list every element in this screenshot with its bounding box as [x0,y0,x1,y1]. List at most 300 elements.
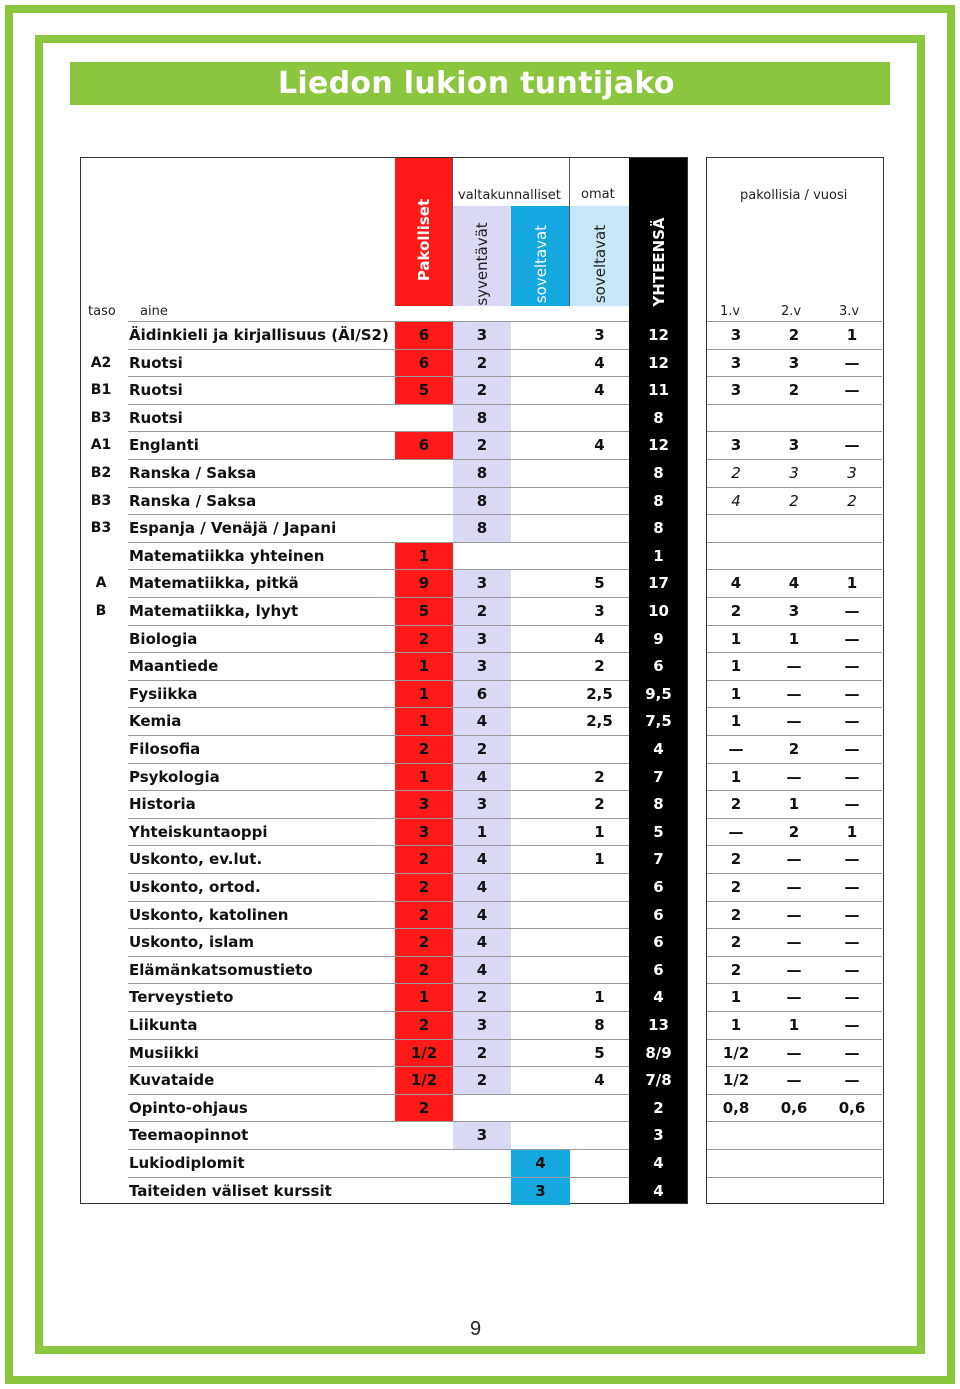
table-row [80,488,884,516]
cell-yhteensa: 6 [653,657,664,676]
cell-soveltavat-omat: 4 [594,353,605,372]
cell-v2: 3 [788,353,800,372]
cell-v3: — [844,850,860,869]
cell-aine: Taiteiden väliset kurssit [129,1181,332,1200]
cell-v3: — [844,602,860,620]
cell-yhteensa: 8/9 [645,1043,672,1062]
cell-taso: A1 [90,437,112,454]
table-row [80,1150,884,1178]
cell-syventavat [453,1095,511,1121]
cell-aine: Yhteiskuntaoppi [129,822,268,841]
cell-yhteensa: 8 [653,519,664,538]
cell-syventavat: 6 [476,684,488,703]
cell-soveltavat-valtakunnalliset [511,681,570,707]
cell-yhteensa: 7 [653,850,664,869]
cell-v3: — [844,988,860,1007]
cell-soveltavat-valtakunnalliset [511,488,570,514]
cell-soveltavat-omat [570,405,629,431]
cell-aine: Uskonto, katolinen [129,905,289,924]
cell-soveltavat-omat [570,1178,629,1204]
cell-aine: Espanja / Venäjä / Japani [129,519,337,538]
cell-pakolliset: 6 [418,326,430,344]
cell-syventavat: 2 [476,436,488,455]
cell-soveltavat-omat [570,929,629,955]
cell-v3: 0,6 [838,1098,866,1117]
cell-v2: 1 [788,795,800,814]
cell-yhteensa: 12 [648,326,669,344]
cell-v1 [707,1122,765,1148]
cell-aine: Psykologia [129,767,220,786]
table-row [80,653,884,681]
cell-aine: Ruotsi [129,408,183,427]
cell-soveltavat-omat [570,874,629,900]
cell-pakolliset: 2 [418,740,430,758]
cell-soveltavat-valtakunnalliset [511,929,570,955]
cell-yhteensa: 9 [653,629,664,648]
cell-syventavat: 2 [476,381,488,400]
cell-syventavat: 8 [476,464,488,482]
cell-v3: — [844,1043,860,1062]
cell-v3 [823,1178,881,1204]
cell-v2: — [786,933,802,952]
cell-v3: 1 [846,822,858,841]
cell-aine: Terveystieto [129,988,234,1007]
cell-pakolliset: 1 [418,657,430,676]
cell-v1 [707,405,765,431]
cell-v3: — [844,933,860,952]
cell-aine: Filosofia [129,740,201,758]
cell-yhteensa: 17 [648,574,669,593]
cell-pakolliset: 2 [418,1016,430,1034]
cell-yhteensa: 7/8 [645,1071,672,1090]
cell-v3: — [844,960,860,979]
cell-taso [80,1178,122,1204]
cell-soveltavat-valtakunnalliset [511,902,570,928]
cell-soveltavat-omat: 1 [594,988,605,1007]
cell-syventavat: 4 [476,905,488,924]
table-row [80,405,884,433]
table-row [80,570,884,598]
cell-v2 [765,1150,823,1176]
cell-aine: Uskonto, ev.lut. [129,850,263,869]
cell-taso: B3 [90,492,112,509]
cell-yhteensa: 6 [653,905,664,924]
cell-yhteensa: 6 [653,960,664,979]
cell-soveltavat-valtakunnalliset [511,322,570,348]
table-row [80,1067,884,1095]
cell-pakolliset [395,460,453,486]
table-row [80,322,884,350]
cell-v1: 1 [730,712,742,731]
cell-pakolliset [395,405,453,431]
cell-v2: 3 [788,436,800,455]
cell-taso: B [95,603,107,619]
cell-v2: — [786,1071,802,1090]
header-aine: aine [140,304,168,319]
cell-pakolliset: 1 [418,767,430,786]
cell-syventavat: 2 [476,353,488,372]
cell-syventavat: 3 [476,1016,488,1034]
cell-aine: Opinto-ohjaus [129,1098,248,1117]
cell-syventavat: 4 [476,767,488,786]
cell-v2: — [786,767,802,786]
cell-soveltavat-omat: 3 [594,602,605,620]
cell-v3 [823,543,881,569]
cell-v1: 1 [730,629,742,648]
cell-taso [80,681,122,707]
cell-syventavat: 4 [476,960,488,979]
cell-aine: Ranska / Saksa [129,491,257,510]
cell-syventavat: 3 [476,326,488,344]
cell-v3 [823,1150,881,1176]
cell-pakolliset: 1 [418,546,430,565]
cell-v2: — [786,878,802,896]
cell-soveltavat-omat: 2 [594,767,605,786]
cell-pakolliset: 6 [418,353,430,372]
cell-pakolliset: 9 [418,574,430,593]
cell-soveltavat-omat: 5 [594,1043,605,1062]
cell-pakolliset: 2 [418,905,430,924]
cell-v3: — [844,353,860,372]
cell-syventavat: 4 [476,712,488,731]
cell-taso: B1 [90,382,112,399]
cell-yhteensa: 12 [648,353,669,372]
cell-syventavat: 4 [476,933,488,952]
table-row [80,819,884,847]
cell-soveltavat-valtakunnalliset [511,432,570,458]
cell-soveltavat-omat: 2,5 [586,712,613,731]
cell-yhteensa: 9,5 [645,684,672,703]
cell-yhteensa: 7 [653,767,664,786]
cell-soveltavat-valtakunnalliset [511,708,570,734]
table-row [80,764,884,792]
cell-v3: — [844,629,860,648]
cell-soveltavat-omat: 8 [594,1016,605,1034]
cell-v3: — [844,1071,860,1090]
cell-v1: 1 [730,1016,742,1034]
cell-taso [80,984,122,1010]
cell-v2: 3 [788,602,800,620]
cell-v2: 0,6 [780,1098,808,1117]
cell-syventavat: 3 [476,574,488,593]
cell-v1: 3 [730,436,742,455]
cell-taso [80,819,122,845]
cell-v3: — [844,712,860,731]
cell-aine: Fysiikka [129,684,198,703]
cell-yhteensa: 7,5 [645,712,672,731]
cell-aine: Historia [129,795,196,814]
cell-syventavat: 2 [476,988,488,1007]
cell-syventavat: 3 [476,629,488,648]
table-row [80,1178,884,1206]
cell-pakolliset: 3 [418,822,430,841]
header-soveltavat-omat: soveltavat [591,224,609,304]
cell-v2: — [786,960,802,979]
cell-syventavat [453,1178,511,1204]
table-row [80,929,884,957]
cell-v1: 1 [730,988,742,1007]
cell-v1: 2 [730,850,742,869]
cell-yhteensa: 4 [653,740,664,758]
cell-aine: Ruotsi [129,353,183,372]
table-row [80,626,884,654]
cell-v2 [765,1178,823,1204]
cell-aine: Liikunta [129,1016,198,1034]
header-v3: 3.v [839,304,860,319]
cell-soveltavat-valtakunnalliset [511,570,570,596]
cell-taso [80,708,122,734]
cell-soveltavat-omat [570,736,629,762]
cell-taso: B3 [90,520,112,537]
cell-yhteensa: 4 [653,988,664,1007]
table-row [80,681,884,709]
cell-yhteensa: 13 [648,1016,669,1034]
cell-aine: Äidinkieli ja kirjallisuus (ÄI/S2) [129,326,389,344]
cell-yhteensa: 12 [648,436,669,455]
cell-v2: 2 [788,381,800,400]
cell-yhteensa: 6 [653,878,664,896]
cell-soveltavat-omat [570,543,629,569]
cell-aine: Matematiikka, lyhyt [129,602,299,620]
cell-pakolliset: 2 [418,960,430,979]
table-row [80,902,884,930]
cell-taso: B3 [90,409,112,426]
cell-taso [80,929,122,955]
cell-v1 [707,515,765,541]
cell-aine: Kemia [129,712,182,731]
cell-v2: 1 [788,629,800,648]
cell-v3: — [844,767,860,786]
cell-soveltavat-valtakunnalliset: 3 [535,1181,546,1200]
table-row [80,377,884,405]
cell-v3: 1 [846,574,858,593]
cell-syventavat: 2 [476,740,488,758]
page-number: 9 [470,1318,482,1340]
cell-v3: — [844,657,860,676]
table-row [80,1122,884,1150]
cell-soveltavat-omat: 4 [594,1071,605,1090]
cell-v1: 2 [730,960,742,979]
cell-v1 [707,1150,765,1176]
cell-pakolliset [395,488,453,514]
cell-pakolliset: 2 [418,850,430,869]
cell-v1: 2 [730,905,742,924]
cell-v2 [765,543,823,569]
table-row [80,736,884,764]
cell-taso: A2 [90,354,112,371]
cell-yhteensa: 8 [653,408,664,427]
cell-yhteensa: 10 [648,602,669,620]
cell-taso [80,1067,122,1093]
cell-v2: 1 [788,1016,800,1034]
cell-v1: 2 [730,933,742,952]
cell-soveltavat-valtakunnalliset [511,598,570,624]
cell-yhteensa: 5 [653,822,664,841]
cell-syventavat [453,543,511,569]
header-pakolliset: Pakolliset [415,198,433,282]
cell-v3: — [844,684,860,703]
cell-syventavat: 2 [476,1043,488,1062]
cell-soveltavat-omat: 3 [594,326,605,344]
cell-soveltavat-omat: 4 [594,436,605,455]
cell-v1: 1/2 [722,1071,750,1090]
cell-syventavat: 8 [476,491,488,510]
cell-yhteensa: 11 [648,381,669,400]
cell-v1: 2 [730,878,742,896]
cell-soveltavat-omat: 4 [594,629,605,648]
cell-v2: 2 [788,822,800,841]
cell-v1: — [728,740,744,758]
cell-soveltavat-omat [570,1095,629,1121]
cell-v3: — [844,381,860,400]
cell-taso [80,846,122,872]
cell-soveltavat-valtakunnalliset [511,957,570,983]
cell-aine: Teemaopinnot [129,1126,249,1145]
cell-soveltavat-valtakunnalliset [511,460,570,486]
cell-pakolliset: 1 [418,988,430,1007]
cell-taso [80,626,122,652]
cell-soveltavat-omat [570,488,629,514]
cell-v1: 3 [730,353,742,372]
cell-yhteensa: 4 [653,1154,664,1172]
cell-taso [80,791,122,817]
cell-yhteensa: 8 [653,464,664,482]
cell-v3: 1 [846,326,858,344]
cell-soveltavat-omat: 2,5 [586,684,613,703]
cell-soveltavat-valtakunnalliset [511,736,570,762]
cell-v2: 3 [789,464,799,482]
cell-taso [80,736,122,762]
cell-v2 [765,1122,823,1148]
cell-syventavat: 4 [476,878,488,896]
cell-soveltavat-valtakunnalliset [511,1012,570,1038]
cell-pakolliset: 2 [418,1098,430,1117]
cell-pakolliset: 2 [418,933,430,952]
cell-aine: Elämänkatsomustieto [129,960,313,979]
table-row [80,874,884,902]
cell-v2: 2 [788,740,800,758]
cell-v2: 4 [788,574,800,593]
cell-taso [80,957,122,983]
table-row [80,957,884,985]
cell-v2: — [786,712,802,731]
table-row [80,460,884,488]
cell-syventavat [453,1150,511,1176]
cell-v1: 4 [730,574,742,593]
cell-pakolliset: 6 [418,436,430,455]
cell-soveltavat-valtakunnalliset [511,874,570,900]
cell-v2: — [786,850,802,869]
cell-v3: 3 [847,464,857,482]
cell-soveltavat-omat: 5 [594,574,605,593]
table-row [80,432,884,460]
cell-syventavat: 8 [476,408,488,427]
cell-taso [80,322,122,348]
cell-soveltavat-omat [570,1122,629,1148]
cell-taso [80,543,122,569]
table-row [80,598,884,626]
cell-v1: 2 [730,795,742,814]
cell-soveltavat-omat [570,957,629,983]
table-row [80,984,884,1012]
cell-pakolliset: 1/2 [410,1071,438,1090]
cell-aine: Ranska / Saksa [129,464,257,482]
cell-v1: 1 [730,657,742,676]
cell-v3: — [844,1016,860,1034]
cell-soveltavat-valtakunnalliset [511,819,570,845]
group-omat: omat [581,187,615,202]
cell-syventavat: 4 [476,850,488,869]
cell-v2: — [786,988,802,1007]
cell-soveltavat-omat [570,1150,629,1176]
cell-soveltavat-valtakunnalliset [511,1067,570,1093]
cell-yhteensa: 1 [653,546,664,565]
table-row [80,846,884,874]
cell-aine: Englanti [129,436,199,455]
cell-aine: Kuvataide [129,1071,215,1090]
cell-soveltavat-omat [570,515,629,541]
cell-yhteensa: 6 [653,933,664,952]
cell-v1: — [728,822,744,841]
cell-v2: — [786,1043,802,1062]
cell-syventavat: 2 [476,602,488,620]
cell-taso [80,902,122,928]
cell-syventavat: 2 [476,1071,488,1090]
cell-v1: 2 [731,464,741,482]
cell-pakolliset: 5 [418,381,430,400]
cell-soveltavat-omat [570,460,629,486]
cell-v1: 4 [731,491,741,510]
cell-soveltavat-valtakunnalliset [511,626,570,652]
cell-pakolliset: 1/2 [410,1043,438,1062]
cell-soveltavat-valtakunnalliset [511,515,570,541]
cell-taso [80,1095,122,1121]
cell-soveltavat-valtakunnalliset [511,653,570,679]
cell-pakolliset: 2 [418,629,430,648]
cell-soveltavat-valtakunnalliset [511,1122,570,1148]
cell-soveltavat-omat: 1 [594,850,605,869]
cell-v2: 2 [789,491,799,510]
header-yhteensa: YHTEENSÄ [650,217,668,307]
cell-v3: 2 [847,491,857,510]
cell-v1 [707,1178,765,1204]
cell-aine: Lukiodiplomit [129,1154,245,1172]
cell-soveltavat-valtakunnalliset [511,377,570,403]
cell-v1: 0,8 [722,1098,750,1117]
cell-yhteensa: 8 [653,491,664,510]
cell-yhteensa: 2 [653,1098,664,1117]
cell-syventavat: 3 [476,795,488,814]
cell-yhteensa: 4 [653,1181,664,1200]
cell-soveltavat-omat: 4 [594,381,605,400]
cell-aine: Biologia [129,629,198,648]
cell-v2: 2 [788,326,800,344]
cell-v3: — [844,740,860,758]
cell-aine: Ruotsi [129,381,183,400]
header-v1: 1.v [720,304,741,319]
cell-v3 [823,515,881,541]
cell-soveltavat-valtakunnalliset [511,984,570,1010]
cell-pakolliset: 5 [418,602,430,620]
cell-pakolliset [395,1122,453,1148]
cell-v1: 2 [730,602,742,620]
cell-pakolliset: 1 [418,684,430,703]
table-row [80,1040,884,1068]
table-row [80,515,884,543]
group-pakollisia-vuosi: pakollisia / vuosi [740,188,848,203]
cell-v1: 1/2 [722,1043,750,1062]
cell-soveltavat-omat: 1 [594,822,605,841]
